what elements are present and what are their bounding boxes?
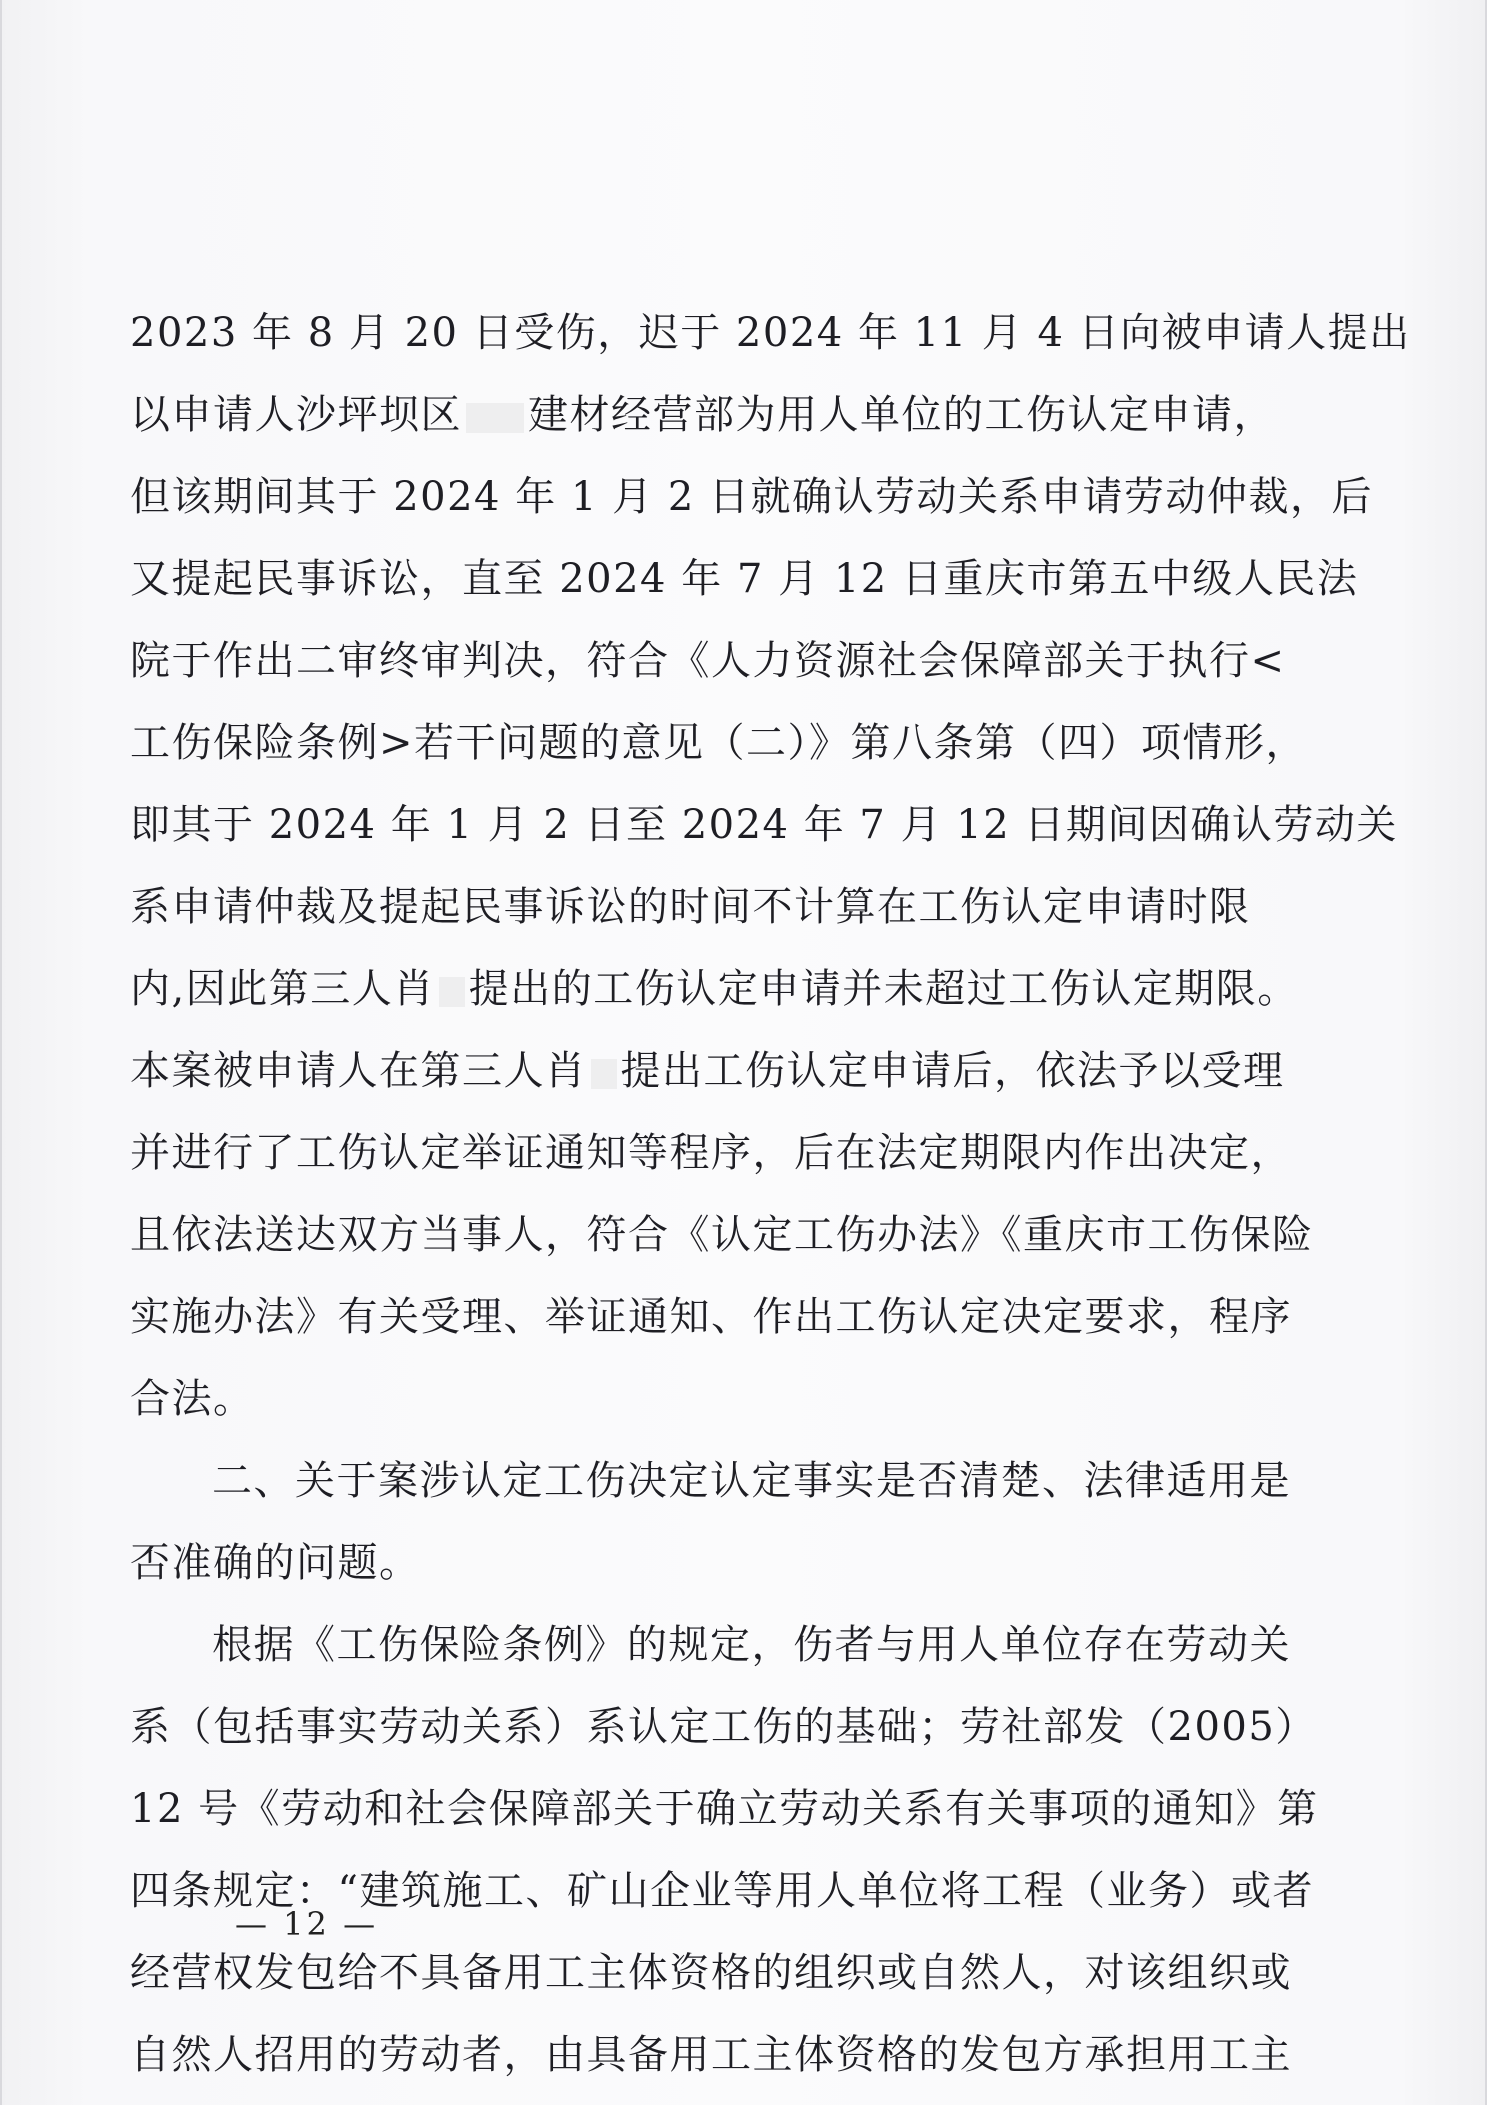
text-line-9: 内,因此第三人肖 提出的工伤认定申请并未超过工伤认定期限。 <box>130 966 1299 1012</box>
text-line-20: 四条规定：“建筑施工、矿山企业等用人单位将工程（业务）或者 <box>130 1868 1314 1914</box>
text-line-12: 且依法送达双方当事人，符合《认定工伤办法》《重庆市工伤保险 <box>130 1212 1314 1258</box>
redaction-mark <box>591 1059 617 1089</box>
scan-edge-left <box>0 0 2 2105</box>
text-line-11: 并进行了工伤认定举证通知等程序，后在法定期限内作出决定， <box>130 1130 1292 1176</box>
text-line-13: 实施办法》有关受理、举证通知、作出工伤认定决定要求，程序 <box>130 1294 1292 1340</box>
text-line-19: 12 号《劳动和社会保障部关于确立劳动关系有关事项的通知》第 <box>130 1786 1319 1832</box>
text-line-6: 工伤保险条例>若干问题的意见（二）》第八条第（四）项情形， <box>130 720 1308 766</box>
text-line-10: 本案被申请人在第三人肖 提出工伤认定申请后，依法予以受理 <box>130 1048 1285 1094</box>
redaction-mark <box>466 403 524 433</box>
text-line-7: 即其于 2024 年 1 月 2 日至 2024 年 7 月 12 日期间因确认劳动关 <box>130 802 1398 848</box>
redaction-mark <box>439 977 465 1007</box>
text-line-22: 自然人招用的劳动者，由具备用工主体资格的发包方承担用工主 <box>130 2032 1292 2078</box>
page-number: — 12 — <box>235 1905 379 1943</box>
text-line-21: 经营权发包给不具备用工主体资格的组织或自然人，对该组织或 <box>130 1950 1292 1996</box>
text-line-8: 系申请仲裁及提起民事诉讼的时间不计算在工伤认定申请时限 <box>130 884 1251 930</box>
text-line-18: 系（包括事实劳动关系）系认定工伤的基础；劳社部发（2005） <box>130 1704 1317 1750</box>
text-line-5: 院于作出二审终审判决，符合《人力资源社会保障部关于执行< <box>130 638 1286 684</box>
text-line-2: 以申请人沙坪坝区 建材经营部为用人单位的工伤认定申请， <box>130 392 1275 438</box>
text-line-17: 根据《工伤保险条例》的规定，伤者与用人单位存在劳动关 <box>212 1622 1291 1668</box>
text-line-4: 又提起民事诉讼，直至 2024 年 7 月 12 日重庆市第五中级人民法 <box>130 556 1359 602</box>
text-line-3: 但该期间其于 2024 年 1 月 2 日就确认劳动关系申请劳动仲裁，后 <box>130 474 1373 520</box>
text-line-16: 否准确的问题。 <box>130 1540 421 1586</box>
document-body <box>130 292 1411 2096</box>
text-line-1: 2023 年 8 月 20 日受伤，迟于 2024 年 11 月 4 日向被申请人提出 <box>130 310 1411 356</box>
text-line-14: 合法。 <box>130 1376 255 1422</box>
section-heading-2: 二、关于案涉认定工伤决定认定事实是否清楚、法律适用是 <box>212 1458 1291 1504</box>
